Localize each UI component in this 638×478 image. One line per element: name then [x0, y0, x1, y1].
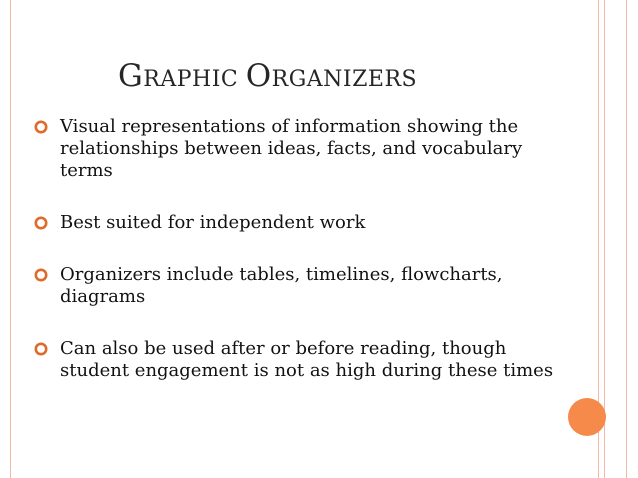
decorative-orange-circle: [568, 398, 606, 436]
fleuron-bullet-icon: [34, 216, 48, 230]
bullet-text: Visual representations of information showing the relationships between ideas, facts, and vocabulary terms: [60, 116, 523, 181]
slide-right-border-line: [604, 0, 605, 478]
title-small-caps: RAPHIC: [143, 67, 246, 92]
slide-left-border-line: [10, 0, 11, 478]
bullet-text: Best suited for independent work: [60, 212, 366, 233]
bullet-item: [34, 116, 554, 182]
bullet-item: [34, 338, 554, 382]
bullet-text: Organizers include tables, timelines, flowcharts, diagrams: [60, 264, 503, 307]
bullet-item: [34, 212, 554, 234]
fleuron-bullet-icon: [34, 120, 48, 134]
fleuron-bullet-icon: [34, 268, 48, 282]
bullet-text: Can also be used after or before reading, though student engagement is not as high during these times: [60, 338, 554, 381]
bullet-list: [34, 116, 554, 412]
bullet-item: [34, 264, 554, 308]
title-small-caps: RGANIZERS: [271, 67, 418, 92]
slide-title: [118, 58, 538, 98]
title-initial: G: [118, 58, 144, 94]
slide-right-border-line: [626, 0, 627, 478]
title-initial: O: [245, 58, 272, 94]
fleuron-bullet-icon: [34, 342, 48, 356]
